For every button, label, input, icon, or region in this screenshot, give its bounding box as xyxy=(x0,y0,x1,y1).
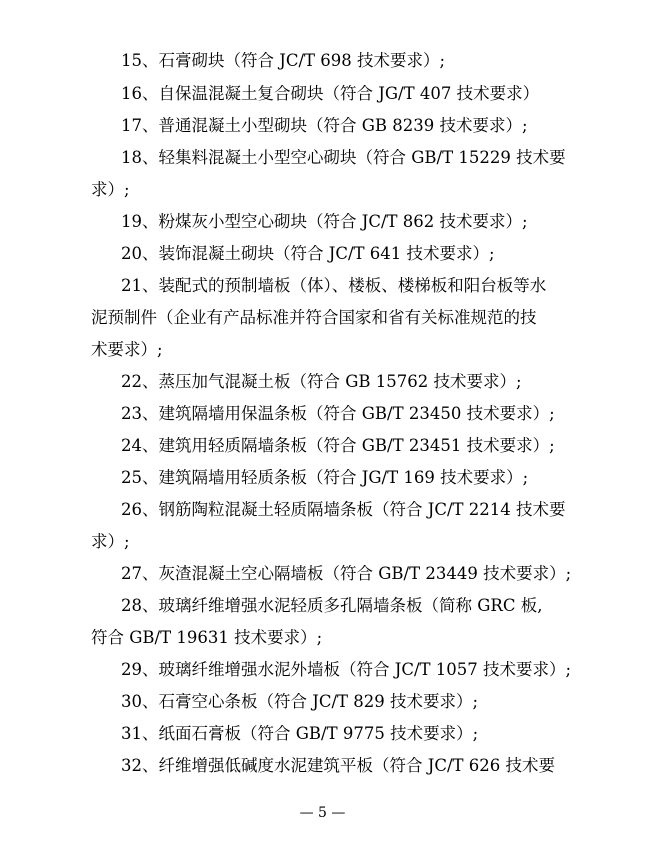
list-item-18: 18、轻集料混凝土小型空心砌块（符合 GB/T 15229 技术要 xyxy=(121,148,566,167)
list-item-21-continued-2: 术要求）; xyxy=(91,340,163,359)
list-item-18-continued: 求）; xyxy=(91,180,130,199)
list-item-22: 22、蒸压加气混凝土板（符合 GB 15762 技术要求）; xyxy=(121,372,522,391)
list-item-16: 16、自保温混凝土复合砌块（符合 JG/T 407 技术要求） xyxy=(121,84,540,103)
list-item-20: 20、装饰混凝土砌块（符合 JC/T 641 技术要求）; xyxy=(121,244,495,263)
list-item-23: 23、建筑隔墙用保温条板（符合 GB/T 23450 技术要求）; xyxy=(121,404,555,423)
list-item-26-continued: 求）; xyxy=(91,532,130,551)
list-item-29: 29、玻璃纤维增强水泥外墙板（符合 JC/T 1057 技术要求）; xyxy=(121,660,572,679)
list-item-17: 17、普通混凝土小型砌块（符合 GB 8239 技术要求）; xyxy=(121,116,528,135)
list-item-21: 21、装配式的预制墙板（体）、楼板、楼梯板和阳台板等水 xyxy=(121,276,547,295)
list-item-32: 32、纤维增强低碱度水泥建筑平板（符合 JC/T 626 技术要 xyxy=(121,756,556,775)
list-item-27: 27、灰渣混凝土空心隔墙板（符合 GB/T 23449 技术要求）; xyxy=(121,564,572,583)
page-number: — 5 — xyxy=(299,805,346,821)
list-item-25: 25、建筑隔墙用轻质条板（符合 JG/T 169 技术要求）; xyxy=(121,468,529,487)
list-item-28: 28、玻璃纤维增强水泥轻质多孔隔墙条板（简称 GRC 板, xyxy=(121,596,543,615)
list-item-30: 30、石膏空心条板（符合 JC/T 829 技术要求）; xyxy=(121,692,479,711)
list-item-19: 19、粉煤灰小型空心砌块（符合 JC/T 862 技术要求）; xyxy=(121,212,528,231)
list-item-15: 15、石膏砌块（符合 JC/T 698 技术要求）; xyxy=(121,51,446,70)
list-item-28-continued: 符合 GB/T 19631 技术要求）; xyxy=(91,628,323,647)
list-item-24: 24、建筑用轻质隔墙条板（符合 GB/T 23451 技术要求）; xyxy=(121,436,555,455)
list-item-21-continued: 泥预制件（企业有产品标准并符合国家和省有关标准规范的技 xyxy=(91,308,537,327)
list-item-31: 31、纸面石膏板（符合 GB/T 9775 技术要求）; xyxy=(121,724,479,743)
list-item-26: 26、钢筋陶粒混凝土轻质隔墙条板（符合 JC/T 2214 技术要 xyxy=(121,500,566,519)
